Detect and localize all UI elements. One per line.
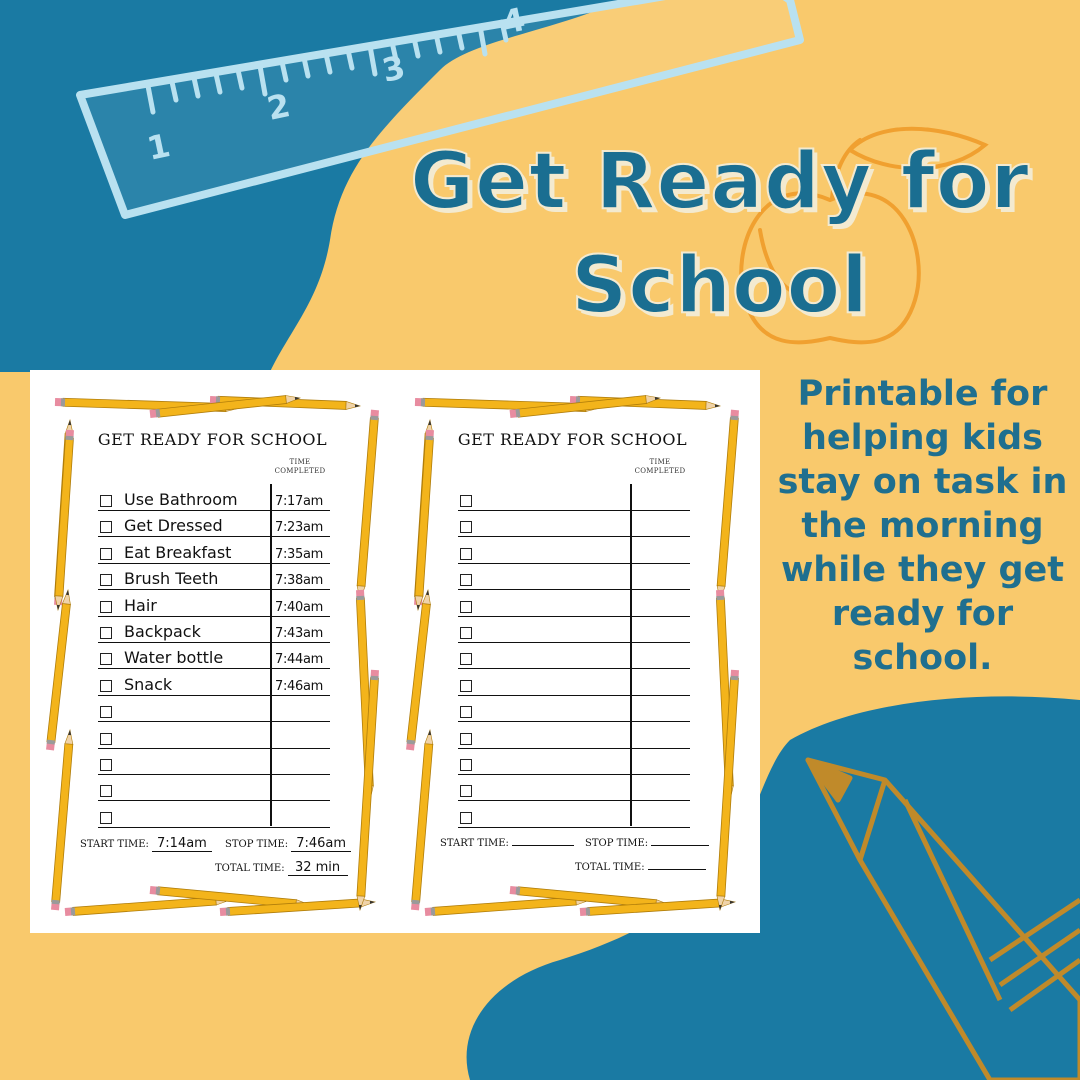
checklist-row	[98, 695, 330, 722]
start-time	[80, 836, 212, 852]
checklist-row	[458, 748, 690, 775]
checkbox[interactable]	[100, 759, 112, 771]
start-time-label: START TIME:	[440, 838, 509, 849]
header-line-1: TIME	[289, 458, 311, 466]
completed-time: 7:38am	[275, 573, 324, 589]
checkbox[interactable]	[460, 785, 472, 797]
checkbox[interactable]	[460, 759, 472, 771]
stop-time-blank	[651, 845, 709, 846]
checklist-row	[458, 722, 690, 749]
checkbox[interactable]	[460, 601, 472, 613]
sheet-title: GET READY FOR SCHOOL	[457, 430, 688, 449]
task-label: Brush Teeth	[124, 569, 219, 589]
completed-time: 7:17am	[275, 494, 324, 509]
checklist-row	[458, 642, 690, 669]
checklist-row	[458, 616, 690, 643]
checkbox[interactable]	[460, 627, 472, 639]
headline	[340, 130, 1080, 338]
checklist-row	[458, 537, 690, 564]
checkbox[interactable]	[460, 733, 472, 745]
stop-time	[225, 836, 351, 852]
checkbox[interactable]	[100, 680, 112, 692]
checklist-row	[98, 669, 330, 696]
headline-line-1: Get Ready for	[410, 137, 1030, 227]
checklist-row	[458, 563, 690, 590]
checklist-row	[98, 774, 330, 801]
header-line-2: COMPLETED	[634, 467, 686, 475]
task-label: Use Bathroom	[124, 490, 238, 509]
sheet-title: GET READY FOR SCHOOL	[97, 430, 328, 449]
total-time-value: 32 min	[288, 860, 348, 876]
checkbox[interactable]	[100, 653, 112, 665]
checkbox[interactable]	[100, 627, 112, 639]
task-label: Get Dressed	[124, 516, 223, 536]
checklist-row	[98, 510, 330, 537]
total-time	[215, 860, 348, 876]
checkbox[interactable]	[460, 812, 472, 824]
checklist-row	[98, 722, 330, 749]
checkbox[interactable]	[100, 574, 112, 586]
checklist-row	[98, 484, 330, 511]
checklist-row	[458, 801, 690, 828]
total-time-blank	[648, 869, 706, 870]
total-time-label: TOTAL TIME:	[215, 863, 285, 874]
checkbox[interactable]	[460, 653, 472, 665]
header-line-2: COMPLETED	[274, 467, 326, 475]
checkbox[interactable]	[100, 785, 112, 797]
time-completed-header	[620, 458, 700, 476]
checkbox[interactable]	[100, 521, 112, 533]
checkbox[interactable]	[460, 680, 472, 692]
completed-time: 7:46am	[275, 678, 324, 694]
task-label: Snack	[124, 674, 173, 694]
header-line-1: TIME	[649, 458, 671, 466]
stop-time-label: STOP TIME:	[585, 838, 649, 849]
task-label: Eat Breakfast	[124, 542, 232, 562]
checklist-row	[98, 616, 330, 643]
stop-time	[585, 838, 709, 849]
ruler-number-4: 4	[498, 0, 529, 42]
start-time-blank	[512, 845, 574, 846]
task-label: Hair	[124, 595, 157, 615]
checklist-row	[458, 774, 690, 801]
completed-time: 7:43am	[275, 626, 324, 641]
checklist-row	[98, 563, 330, 590]
checklist-row	[458, 695, 690, 722]
checklist-row	[98, 537, 330, 564]
checkbox[interactable]	[460, 521, 472, 533]
start-time-label: START TIME:	[80, 839, 149, 850]
checklist-row	[458, 669, 690, 696]
task-label: Backpack	[124, 622, 201, 641]
task-label: Water bottle	[124, 648, 224, 668]
completed-time: 7:44am	[275, 652, 324, 668]
checkbox[interactable]	[460, 495, 472, 507]
checklist-row	[98, 642, 330, 669]
start-time-value: 7:14am	[152, 836, 212, 852]
checkbox[interactable]	[100, 812, 112, 824]
checkbox[interactable]	[100, 548, 112, 560]
ruler-number-3: 3	[378, 48, 409, 90]
checkbox[interactable]	[100, 495, 112, 507]
blank-sheet	[390, 370, 755, 933]
checklist-row	[98, 590, 330, 617]
checkbox[interactable]	[100, 733, 112, 745]
checklist-row	[458, 510, 690, 537]
checklist-row	[98, 801, 330, 828]
completed-time: 7:23am	[275, 520, 324, 536]
printable-preview	[30, 370, 760, 933]
checkbox[interactable]	[100, 601, 112, 613]
filled-sheet	[30, 370, 395, 933]
start-time	[440, 838, 574, 849]
checkbox[interactable]	[100, 706, 112, 718]
checklist-row	[458, 484, 690, 511]
checkbox[interactable]	[460, 548, 472, 560]
ruler-number-2: 2	[263, 86, 294, 128]
total-time-label: TOTAL TIME:	[575, 862, 645, 873]
checklist-row	[98, 748, 330, 775]
ruler-number-1: 1	[143, 126, 174, 168]
completed-time: 7:40am	[275, 599, 324, 615]
checkbox[interactable]	[460, 706, 472, 718]
completed-time: 7:35am	[275, 546, 324, 562]
stop-time-label: STOP TIME:	[225, 839, 289, 850]
description-text: Printable for helping kids stay on task in the morning while they get ready for school.	[777, 374, 1068, 678]
headline-line-2: School	[571, 241, 869, 331]
checkbox[interactable]	[460, 574, 472, 586]
time-completed-header	[260, 458, 340, 476]
total-time	[575, 862, 706, 873]
stop-time-value: 7:46am	[291, 836, 351, 852]
checklist-row	[458, 590, 690, 617]
